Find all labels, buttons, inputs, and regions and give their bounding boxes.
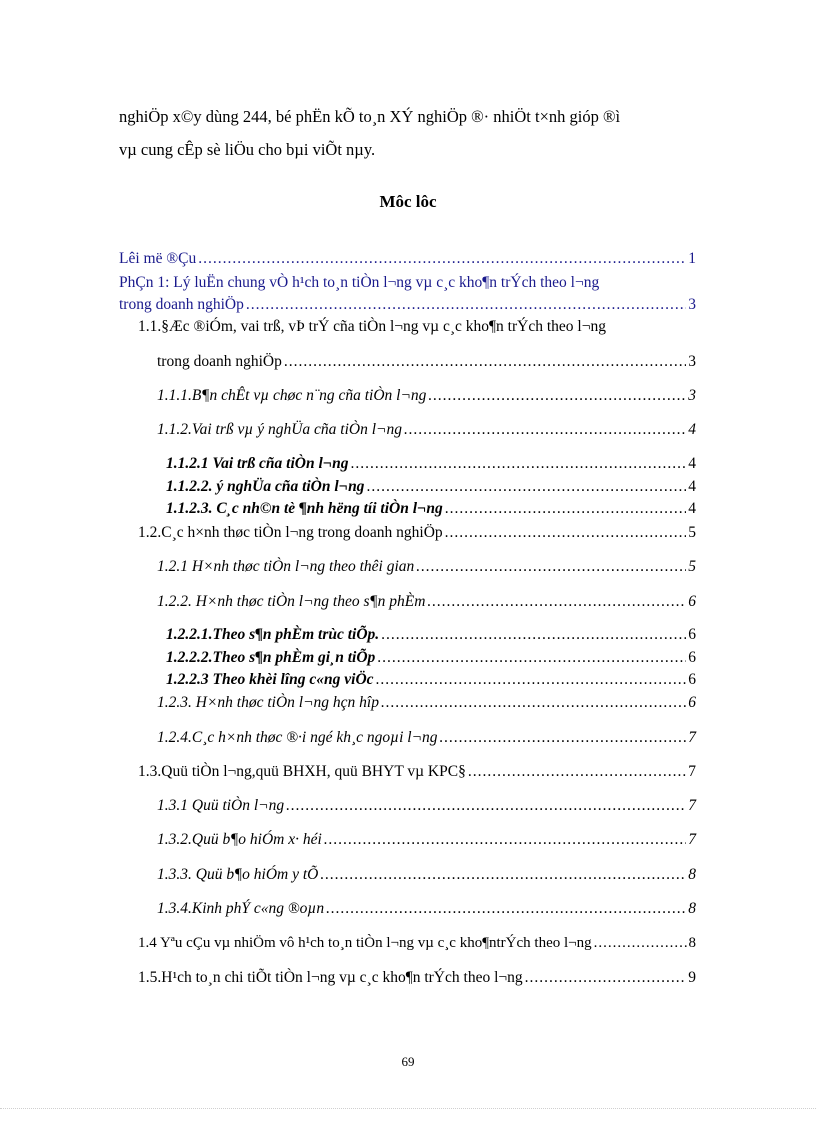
intro-line-2: vµ cung cÊp sè liÖu cho bµi viÕt nµy. [119, 140, 376, 159]
toc-page: 8 [688, 935, 696, 951]
toc-page: 6 [688, 593, 696, 610]
toc-label: 1.3.1 Quü tiÒn l¬ng [157, 797, 285, 814]
toc-label: 1.2.2.3 Theo khèi lîng c«ng viÖc [166, 671, 374, 688]
toc-entry-1-3-3[interactable] [157, 866, 696, 884]
toc-entry-1-2-2-2[interactable] [166, 649, 696, 667]
toc-entry-phan-1[interactable] [119, 296, 696, 314]
toc-leader [416, 558, 686, 576]
toc-entry-1-1-2[interactable] [157, 421, 696, 439]
toc-leader [324, 831, 686, 849]
toc-leader [320, 866, 686, 884]
intro-paragraph [119, 100, 709, 166]
toc-leader [445, 500, 686, 518]
toc-page: 3 [688, 296, 696, 313]
toc-label: 1.3.2.Quü b¶o hiÓm x· héi [157, 831, 322, 848]
toc-label: 1.3.Quü tiÒn l¬ng,quü BHXH, quü BHYT vµ KPC§ [138, 763, 466, 780]
toc-entry-1-2-2-3[interactable] [166, 671, 696, 689]
toc-page: 9 [688, 969, 696, 986]
toc-entry-1-2[interactable] [138, 524, 696, 542]
toc-entry-1-3-4[interactable] [157, 900, 696, 918]
toc-title: Môc lôc [379, 192, 437, 211]
toc-leader [246, 296, 686, 314]
toc-entry-1-5[interactable] [138, 969, 696, 987]
toc-entry-1-2-2[interactable] [157, 593, 696, 611]
toc-entry-1-2-4[interactable] [157, 729, 696, 747]
toc-entry-loi-mo-dau[interactable] [119, 250, 696, 268]
toc-label: trong doanh nghiÖp [157, 353, 282, 370]
toc-label: 1.2.1 H×nh thøc tiÒn l¬ng theo thêi gian [157, 558, 415, 575]
toc-label: 1.1.1.B¶n chÊt vµ chøc n¨ng cña tiÒn l¬ng [157, 387, 427, 404]
toc-label: 1.1.2.2. ý nghÜa cña tiÒn l¬ng [166, 478, 365, 495]
toc-label: 1.2.2.1.Theo s¶n phÈm trùc tiÕp. [166, 626, 380, 643]
toc-entry-1-1-2-3[interactable] [166, 500, 696, 518]
toc-entry-1-1-line-1[interactable]: 1.1.§Æc ®iÓm, vai trß, vÞ trÝ cña tiÒn l¬ng vµ c¸c kho¶n trÝch theo l¬ng [138, 318, 606, 335]
toc-entry-1-3-2[interactable] [157, 831, 696, 849]
toc-leader [445, 524, 687, 542]
toc-label: 1.4 Yªu cÇu vµ nhiÖm vô h¹ch to¸n tiÒn l¬ng vµ c¸c kho¶ntrÝch theo l¬ng [138, 935, 592, 951]
toc-page: 5 [688, 558, 696, 575]
intro-line-1: nghiÖp x©y dùng 244, bé phËn kÕ to¸n XÝ nghiÖp ®· nhiÖt t×nh gióp ®ì [119, 107, 621, 126]
toc-page: 4 [688, 421, 696, 438]
toc-leader [428, 387, 686, 405]
toc-page: 8 [688, 900, 696, 917]
toc-label: 1.2.C¸c h×nh thøc tiÒn l¬ng trong doanh nghiÖp [138, 524, 443, 541]
toc-entry-1-2-3[interactable] [157, 694, 696, 712]
toc-label: 1.3.3. Quü b¶o hiÓm y tÕ [157, 866, 319, 883]
toc-page: 6 [688, 649, 696, 666]
toc-leader [376, 671, 687, 689]
toc-page: 7 [688, 729, 696, 746]
toc-leader [377, 649, 686, 667]
toc-leader [427, 593, 686, 611]
toc-label: 1.2.2.2.Theo s¶n phÈm gi¸n tiÕp [166, 649, 376, 666]
toc-entry-1-1-2-1[interactable] [166, 455, 696, 473]
toc-entry-1-3-1[interactable] [157, 797, 696, 815]
toc-label: 1.2.2. H×nh thøc tiÒn l¬ng theo s¶n phÈm [157, 593, 426, 610]
toc-leader [404, 421, 686, 439]
toc-leader [381, 626, 686, 644]
toc-page: 3 [688, 353, 696, 370]
toc-page: 5 [688, 524, 696, 541]
toc-page: 6 [688, 626, 696, 643]
toc-entry-1-1-2-2[interactable] [166, 478, 696, 496]
toc-entry-1-1[interactable] [157, 353, 696, 371]
toc-entry-1-4[interactable] [138, 935, 696, 952]
toc-leader [284, 353, 686, 371]
toc-label: 1.2.3. H×nh thøc tiÒn l¬ng hçn hîp [157, 694, 379, 711]
toc-page: 3 [688, 387, 696, 404]
toc-page: 1 [688, 250, 696, 267]
toc-label: 1.2.4.C¸c h×nh thøc ®·i ngé kh¸c ngoµi l¬ng [157, 729, 438, 746]
toc-leader [366, 478, 686, 496]
toc-page: 7 [688, 763, 696, 780]
toc-leader [286, 797, 686, 815]
toc-leader [440, 729, 687, 747]
toc-entry-1-3[interactable] [138, 763, 696, 781]
toc-page: 8 [688, 866, 696, 883]
toc-page: 4 [688, 478, 696, 495]
toc-entry-1-1-1[interactable] [157, 387, 696, 405]
toc-leader [351, 455, 687, 473]
toc-leader [198, 250, 686, 268]
toc-label: 1.1.2.3. C¸c nh©n tè ¶nh hëng tíi tiÒn l¬ng [166, 500, 443, 517]
toc-page: 6 [688, 671, 696, 688]
toc-label: trong doanh nghiÖp [119, 296, 244, 313]
toc-label: 1.3.4.Kinh phÝ c«ng ®oµn [157, 900, 325, 917]
toc-page: 4 [688, 455, 696, 472]
toc-leader [468, 763, 686, 781]
toc-label: Lêi më ®Çu [119, 250, 197, 267]
toc-entry-1-2-1[interactable] [157, 558, 696, 576]
toc-entry-phan-1-line-1[interactable]: PhÇn 1: Lý luËn chung vÒ h¹ch to¸n tiÒn l¬ng vµ c¸c kho¶n trÝch theo l¬ng [119, 274, 600, 291]
toc-page: 6 [688, 694, 696, 711]
toc-leader [525, 969, 687, 987]
toc-page: 4 [688, 500, 696, 517]
toc-label: 1.1.2.1 Vai trß cña tiÒn l¬ng [166, 455, 349, 472]
toc-leader [381, 694, 686, 712]
toc-page: 7 [688, 831, 696, 848]
toc-leader [594, 935, 687, 952]
toc-label: 1.1.2.Vai trß vµ ý nghÜa cña tiÒn l¬ng [157, 421, 402, 438]
page-bottom-divider [0, 1108, 816, 1109]
toc-entry-1-2-2-1[interactable] [166, 626, 696, 644]
page-number: 69 [401, 1054, 415, 1069]
toc-label: 1.5.H¹ch to¸n chi tiÕt tiÒn l¬ng vµ c¸c kho¶n trÝch theo l¬ng [138, 969, 523, 986]
toc-page: 7 [688, 797, 696, 814]
toc-leader [326, 900, 686, 918]
